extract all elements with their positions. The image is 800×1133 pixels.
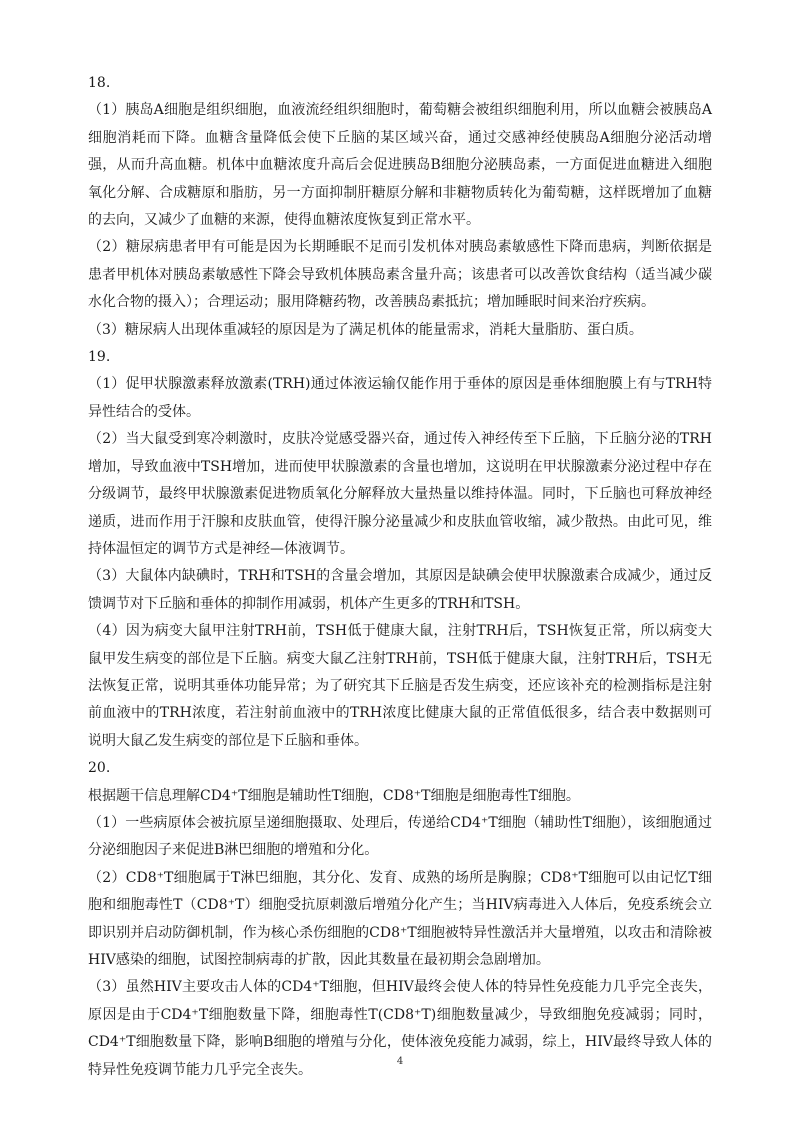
page-number: 4 <box>396 1056 404 1067</box>
question-number: 18. <box>88 75 111 91</box>
answer-paragraph: （2）当大鼠受到寒冷刺激时，皮肤冷觉感受器兴奋，通过传入神经传至下丘脑，下丘脑分泌的TRH增加，导致血液中TSH增加，进而使甲状腺激素的含量也增加，这说明在甲状腺激素分泌过程中存在分级调节，最终甲状腺激素促进物质氧化分解释放大量热量以维持体温。同时，下丘脑也可释放神经递质，进而作用于汗腺和皮肤血管，使得汗腺分泌量减少和皮肤血管收缩，减少散热。由此可见，维持体温恒定的调节方式是神经—体液调节。 <box>88 431 712 557</box>
intro-paragraph: 根据题干信息理解CD4⁺T细胞是辅助性T细胞，CD8⁺T细胞是细胞毒性T细胞。 <box>88 787 580 804</box>
answer-paragraph: （3）糖尿病人出现体重减轻的原因是为了满足机体的能量需求，消耗大量脂肪、蛋白质。 <box>88 321 643 338</box>
question-20 <box>88 755 712 1084</box>
answer-paragraph: （3）虽然HIV主要攻击人体的CD4⁺T细胞，但HIV最终会使人体的特异性免疫能力几乎完全丧失，原因是由于CD4⁺T细胞数量下降，细胞毒性T(CD8⁺T)细胞数量减少，导致细胞免疫减弱；同时，CD4⁺T细胞数量下降，影响B细胞的增殖与分化，使体液免疫能力减弱，综上，HIV最终导致人体的特异性免疫调节能力几乎完全丧失。 <box>88 979 712 1078</box>
question-19 <box>88 344 712 755</box>
answer-paragraph: （1）促甲状腺激素释放激素(TRH)通过体液运输仅能作用于垂体的原因是垂体细胞膜上有与TRH特异性结合的受体。 <box>88 376 712 420</box>
answer-paragraph: （4）因为病变大鼠甲注射TRH前，TSH低于健康大鼠，注射TRH后，TSH恢复正常，所以病变大鼠甲发生病变的部位是下丘脑。病变大鼠乙注射TRH前，TSH低于健康大鼠，注射TRH后，TSH无法恢复正常，说明其垂体功能异常；为了研究其下丘脑是否发生病变，还应该补充的检测指标是注射前血液中的TRH浓度，若注射前血液中的TRH浓度比健康大鼠的正常值低很多，结合表中数据则可说明大鼠乙发生病变的部位是下丘脑和垂体。 <box>88 623 712 749</box>
question-18 <box>88 70 712 344</box>
answer-paragraph: （2）CD8⁺T细胞属于T淋巴细胞，其分化、发育、成熟的场所是胸腺；CD8⁺T细胞可以由记忆T细胞和细胞毒性T（CD8⁺T）细胞受抗原刺激后增殖分化产生；当HIV病毒进入人体后，免疫系统会立即识别并启动防御机制，作为核心杀伤细胞的CD8⁺T细胞被特异性激活并大量增殖，以攻击和清除被HIV感染的细胞，试图控制病毒的扩散，因此其数量在最初期会急剧增加。 <box>88 869 712 968</box>
question-number: 19. <box>88 349 111 366</box>
answer-paragraph: （2）糖尿病患者甲有可能是因为长期睡眠不足而引发机体对胰岛素敏感性下降而患病，判断依据是患者甲机体对胰岛素敏感性下降会导致机体胰岛素含量升高；该患者可以改善饮食结构（适当减少碳水化合物的摄入）；合理运动；服用降糖药物，改善胰岛素抵抗；增加睡眠时间来治疗疾病。 <box>88 239 712 311</box>
answer-document <box>88 70 712 1084</box>
answer-paragraph: （3）大鼠体内缺碘时，TRH和TSH的含量会增加，其原因是缺碘会使甲状腺激素合成减少，通过反馈调节对下丘脑和垂体的抑制作用减弱，机体产生更多的TRH和TSH。 <box>88 568 712 612</box>
answer-paragraph: （1）一些病原体会被抗原呈递细胞摄取、处理后，传递给CD4⁺T细胞（辅助性T细胞），该细胞通过分泌细胞因子来促进B淋巴细胞的增殖和分化。 <box>88 814 712 859</box>
question-number: 20. <box>88 760 111 777</box>
answer-paragraph: （1）胰岛A细胞是组织细胞，血液流经组织细胞时，葡萄糖会被组织细胞利用，所以血糖会被胰岛A细胞消耗而下降。血糖含量降低会使下丘脑的某区域兴奋，通过交感神经使胰岛A细胞分泌活动增强，从而升高血糖。机体中血糖浓度升高后会促进胰岛B细胞分泌胰岛素，一方面促进血糖进入细胞氧化分解、合成糖原和脂肪，另一方面抑制肝糖原分解和非糖物质转化为葡萄糖，这样既增加了血糖的去向，又减少了血糖的来源，使得血糖浓度恢复到正常水平。 <box>88 102 712 229</box>
